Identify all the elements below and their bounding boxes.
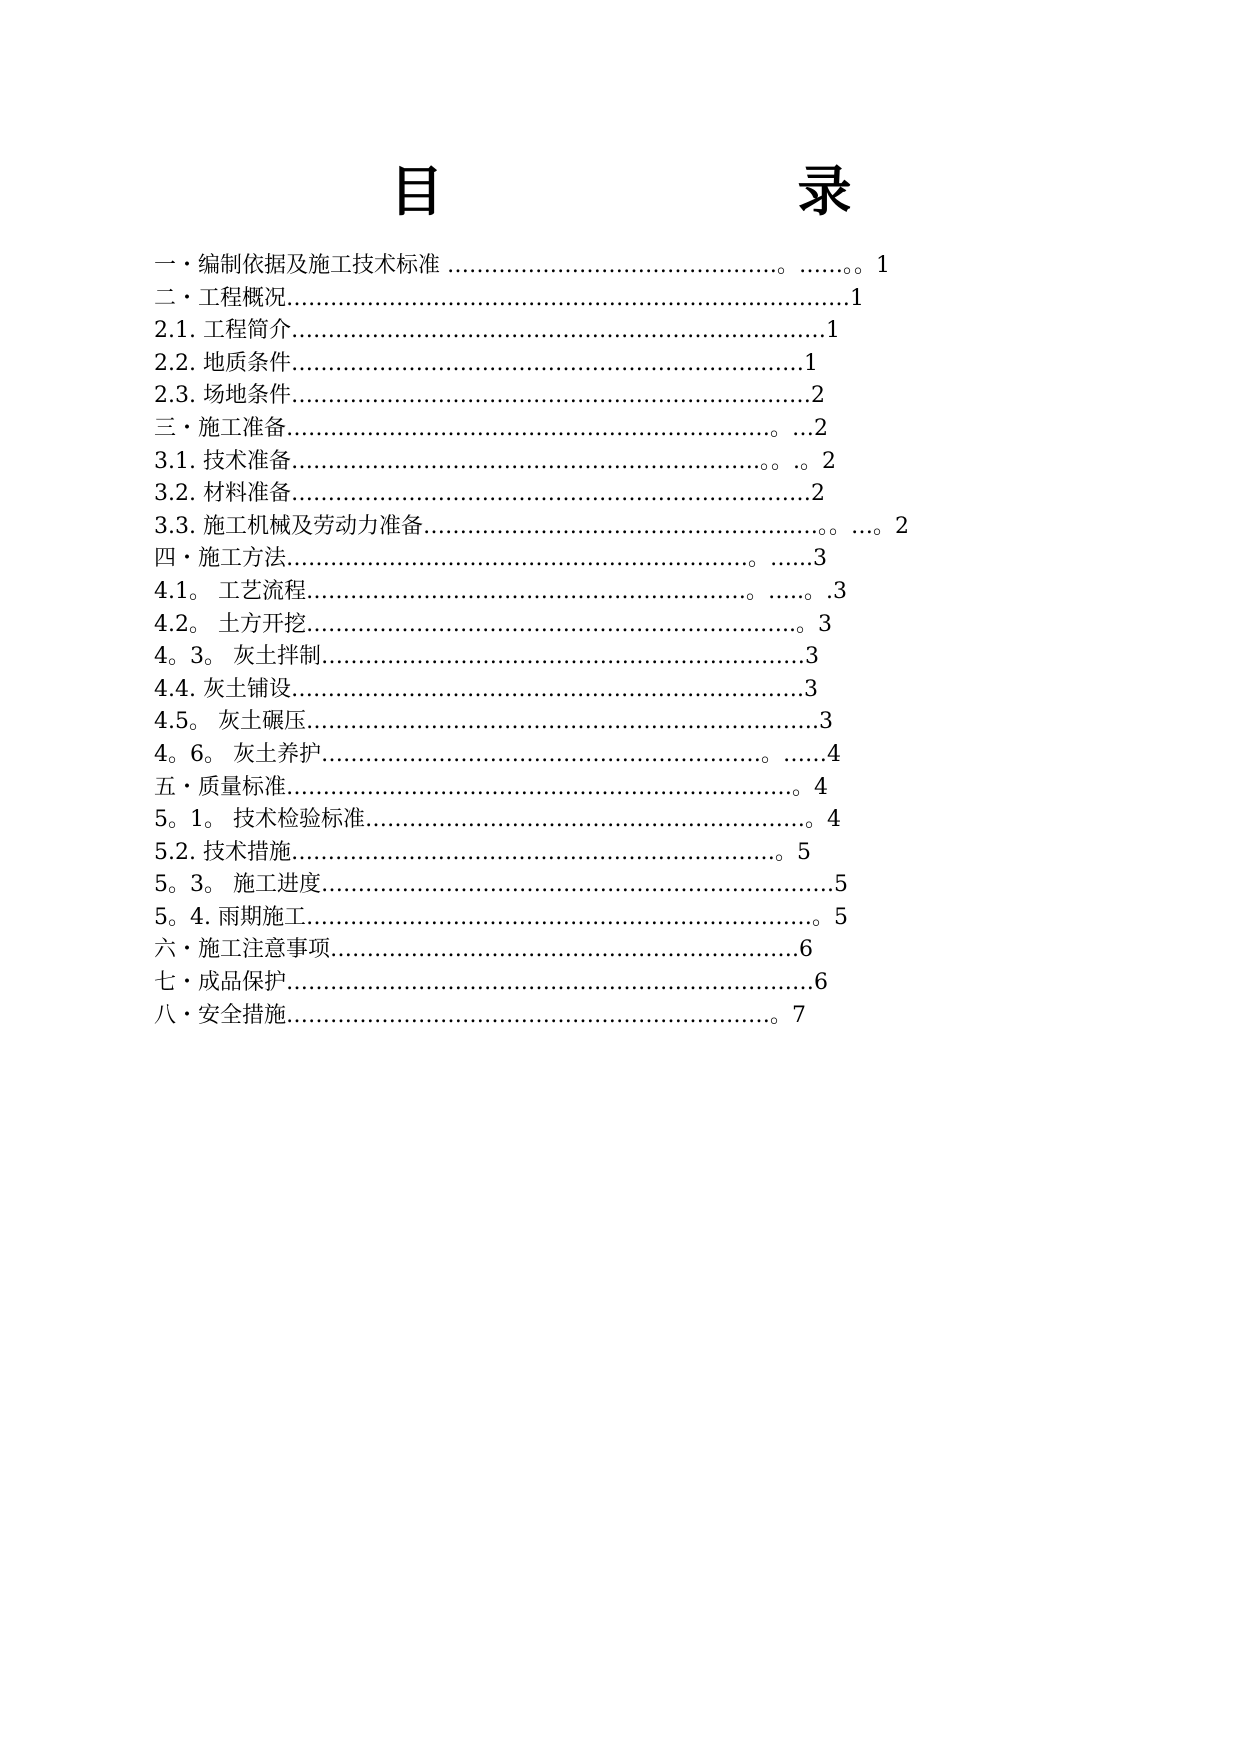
toc-entry[interactable]: 4.1。 工艺流程……………………………………………………。…..。.3	[154, 578, 847, 604]
table-of-contents	[154, 250, 1014, 1032]
toc-entry[interactable]: 六・施工注意事项……………………………………………………….6	[154, 937, 813, 963]
page-title: 目 录	[389, 160, 934, 223]
toc-entry[interactable]: 三・施工准备…………………………………………………………。…2	[154, 415, 828, 441]
toc-entry[interactable]: 5.2. 技术措施…………………………………………………………。5	[154, 839, 811, 865]
toc-entry[interactable]: 五・质量标准……………………………………………………………。4	[154, 774, 828, 800]
toc-entry[interactable]: 3.1. 技术准备……………………………………………………….。。.。2	[154, 448, 836, 474]
toc-entry[interactable]: 二・工程概况………………………………………………………..…………1	[154, 285, 864, 311]
toc-entry[interactable]: 四・施工方法………………………………………………………。…...3	[154, 546, 827, 572]
toc-entry[interactable]: 5。1。 技术检验标准……………………………………………………。4	[154, 807, 841, 833]
toc-entry[interactable]: 2.2. 地质条件……………………………………………………….……1	[154, 350, 818, 376]
toc-entry[interactable]: 2.1. 工程简介…………………………………………………….…………1	[154, 318, 840, 344]
toc-entry[interactable]: 4.4. 灰土铺设…………………………………………………………….3	[154, 676, 818, 702]
toc-entry[interactable]: 一・编制依据及施工技术标准 ………………………………………。……。。1	[154, 253, 890, 278]
toc-entry[interactable]: 3.2. 材料准备………………………………………………………..……2	[154, 481, 825, 507]
toc-entry[interactable]: 4.2。 土方开挖……………………………………………………..…..。3	[154, 611, 832, 637]
toc-entry[interactable]: 4。3。 灰土拌制…………………………………………………………3	[154, 644, 819, 670]
toc-entry[interactable]: 八・安全措施…………………………………………………………。7	[154, 1002, 806, 1028]
toc-entry[interactable]: 5。3。 施工进度…………………………………………………………….5	[154, 872, 848, 898]
toc-entry[interactable]: 4.5。 灰土碾压…………………………………………………………….3	[154, 709, 833, 735]
toc-entry[interactable]: 5。4. 雨期施工……………………………………………………………。5	[154, 904, 848, 930]
toc-entry[interactable]: 2.3. 场地条件………………………………………………………..……2	[154, 383, 825, 409]
toc-entry[interactable]: 七・成品保护………………………………………………………………6	[154, 970, 828, 996]
toc-entry[interactable]: 3.3. 施工机械及劳动力准备…………………………………………...…。。…。2	[154, 513, 909, 539]
toc-entry[interactable]: 4。6。 灰土养护……………………………………………………。……4	[154, 741, 841, 767]
